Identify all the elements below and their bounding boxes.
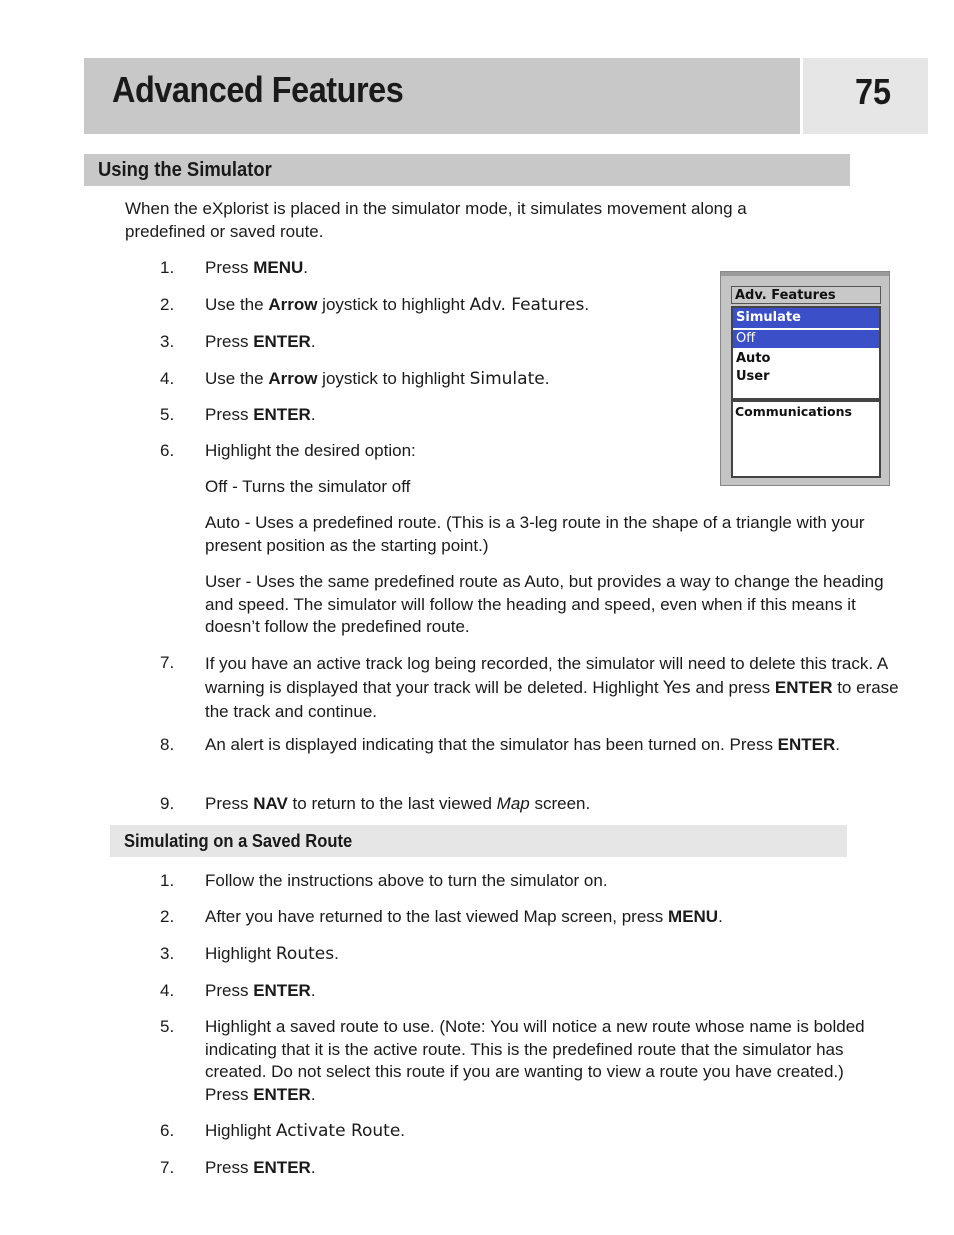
step-2: Use the Arrow joystick to highlight Adv. Features. xyxy=(205,295,590,315)
step-number: 4. xyxy=(160,369,175,388)
screen-simulate-options xyxy=(733,330,879,398)
option-auto: Auto - Uses a predefined route. (This is a 3-leg route in the shape of a triangle with your present position as the starting point.) xyxy=(205,513,865,555)
step-number: 8. xyxy=(160,735,175,754)
screen-simulate-menu xyxy=(731,306,881,400)
screen-option-auto: Auto xyxy=(736,351,771,366)
screen-communications-item: Communications xyxy=(735,404,852,419)
screen-menu-header: Adv. Features xyxy=(731,286,881,304)
sub-step-7: Press ENTER. xyxy=(205,1158,316,1177)
page-number-box xyxy=(803,58,928,134)
chapter-title-bar xyxy=(84,58,800,134)
intro-paragraph: When the eXplorist is placed in the simulator mode, it simulates movement along a predefined or saved route. xyxy=(125,199,747,241)
subsection-heading-bar xyxy=(110,825,847,857)
step-5: Press ENTER. xyxy=(205,405,316,424)
screen-top-border xyxy=(721,272,889,276)
step-number: 2. xyxy=(160,907,175,926)
section-heading-bar xyxy=(84,154,850,186)
screen-option-off: Off xyxy=(733,330,879,348)
step-1: Press MENU. xyxy=(205,258,308,277)
sub-step-4: Press ENTER. xyxy=(205,981,316,1000)
screen-option-user: User xyxy=(736,369,770,384)
subsection-title: Simulating on a Saved Route xyxy=(124,831,353,851)
screen-simulate-item: Simulate xyxy=(733,308,879,328)
step-number: 1. xyxy=(160,258,175,277)
step-4: Use the Arrow joystick to highlight Simulate. xyxy=(205,369,550,389)
step-number: 4. xyxy=(160,981,175,1000)
step-number: 7. xyxy=(160,1158,175,1177)
section-title: Using the Simulator xyxy=(98,159,272,181)
sub-step-3: Highlight Routes. xyxy=(205,944,339,964)
step-number: 6. xyxy=(160,1121,175,1140)
device-screen-image xyxy=(720,271,890,486)
sub-step-5: Highlight a saved route to use. (Note: You will notice a new route whose name is bolded indicating that it is the active route. This is the predefined route that the simulator has created. Do not select this route if you are wanting to view a route you have created.) Press ENTER. xyxy=(205,1017,865,1104)
page-number: 75 xyxy=(855,71,892,112)
step-number: 1. xyxy=(160,871,175,890)
step-3: Press ENTER. xyxy=(205,332,316,351)
step-number: 3. xyxy=(160,332,175,351)
step-8: An alert is displayed indicating that the simulator has been turned on. Press ENTER. xyxy=(205,735,841,754)
step-number: 5. xyxy=(160,405,175,424)
step-number: 6. xyxy=(160,441,175,460)
chapter-title: Advanced Features xyxy=(112,69,404,110)
option-user: User - Uses the same predefined route as Auto, but provides a way to change the heading and speed. The simulator will follow the heading and speed, even when if this means it doesn’t follow the predefined route. xyxy=(205,572,884,636)
step-number: 2. xyxy=(160,295,175,314)
step-number: 9. xyxy=(160,794,175,813)
option-off: Off - Turns the simulator off xyxy=(205,477,411,496)
sub-step-2: After you have returned to the last viewed Map screen, press MENU. xyxy=(205,907,723,926)
step-number: 7. xyxy=(160,653,175,672)
step-number: 3. xyxy=(160,944,175,963)
step-6: Highlight the desired option: xyxy=(205,441,416,460)
sub-step-1: Follow the instructions above to turn the simulator on. xyxy=(205,871,608,890)
screen-lower-menu xyxy=(731,400,881,478)
step-7: If you have an active track log being recorded, the simulator will need to delete this track. A warning is displayed that your track will be deleted. Highlight Yes and press ENTER to erase the track and continue. xyxy=(205,654,899,721)
sub-step-6: Highlight Activate Route. xyxy=(205,1121,406,1141)
step-9: Press NAV to return to the last viewed Map screen. xyxy=(205,794,591,813)
step-number: 5. xyxy=(160,1017,175,1036)
